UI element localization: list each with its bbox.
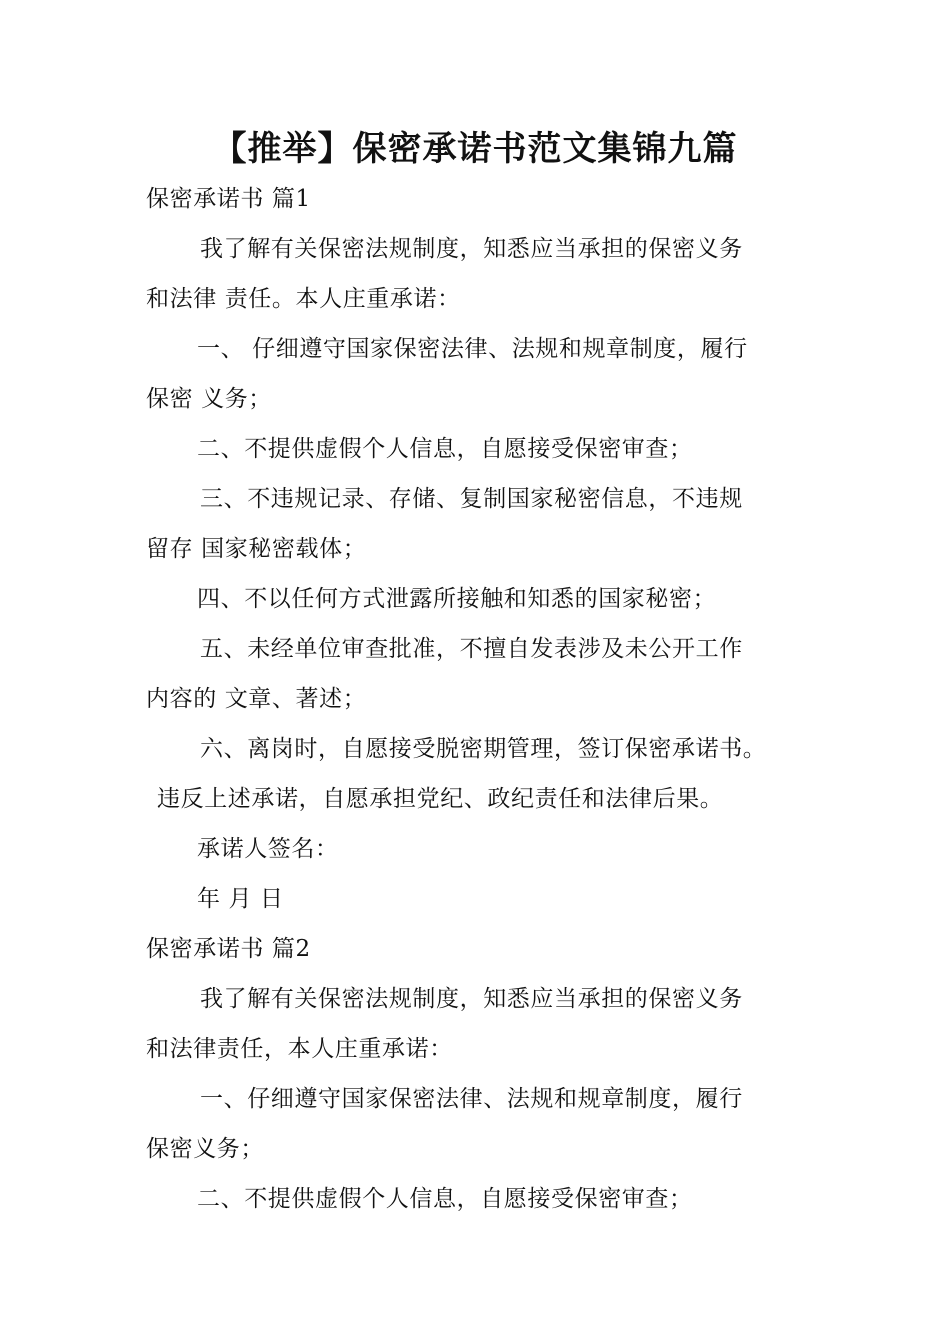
date-line: 年 月 日 bbox=[197, 886, 284, 912]
paragraph-line: 四、不以任何方式泄露所接触和知悉的国家秘密； bbox=[197, 586, 717, 612]
paragraph-line: 我了解有关保密法规制度，知悉应当承担的保密义务 bbox=[200, 236, 743, 262]
section-heading: 保密承诺书 篇1 bbox=[146, 186, 311, 212]
signature-line: 承诺人签名： bbox=[197, 836, 339, 862]
document-title: 【推举】保密承诺书范文集锦九篇 bbox=[212, 129, 738, 169]
paragraph-line: 三、不违规记录、存储、复制国家秘密信息，不违规 bbox=[200, 486, 743, 512]
paragraph-line: 和法律责任，本人庄重承诺： bbox=[146, 1036, 453, 1062]
paragraph-line: 和法律 责任。本人庄重承诺： bbox=[146, 286, 461, 312]
paragraph-line: 六、离岗时，自愿接受脱密期管理，签订保密承诺书。 bbox=[200, 736, 767, 762]
paragraph-line: 我了解有关保密法规制度，知悉应当承担的保密义务 bbox=[200, 986, 743, 1012]
paragraph-line: 一、仔细遵守国家保密法律、法规和规章制度，履行 bbox=[200, 1086, 743, 1112]
paragraph-line: 留存 国家秘密载体； bbox=[146, 536, 367, 562]
paragraph-line: 保密义务； bbox=[146, 1136, 264, 1162]
paragraph-line: 二、不提供虚假个人信息，自愿接受保密审查； bbox=[197, 436, 693, 462]
paragraph-line: 违反上述承诺，自愿承担党纪、政纪责任和法律后果。 bbox=[157, 786, 724, 812]
paragraph-line: 二、不提供虚假个人信息，自愿接受保密审查； bbox=[197, 1186, 693, 1212]
paragraph-line: 内容的 文章、著述； bbox=[146, 686, 367, 712]
section-heading: 保密承诺书 篇2 bbox=[146, 936, 311, 962]
paragraph-line: 一、 仔细遵守国家保密法律、法规和规章制度，履行 bbox=[197, 336, 748, 362]
paragraph-line: 五、未经单位审查批准，不擅自发表涉及未公开工作 bbox=[200, 636, 743, 662]
paragraph-line: 保密 义务； bbox=[146, 386, 272, 412]
